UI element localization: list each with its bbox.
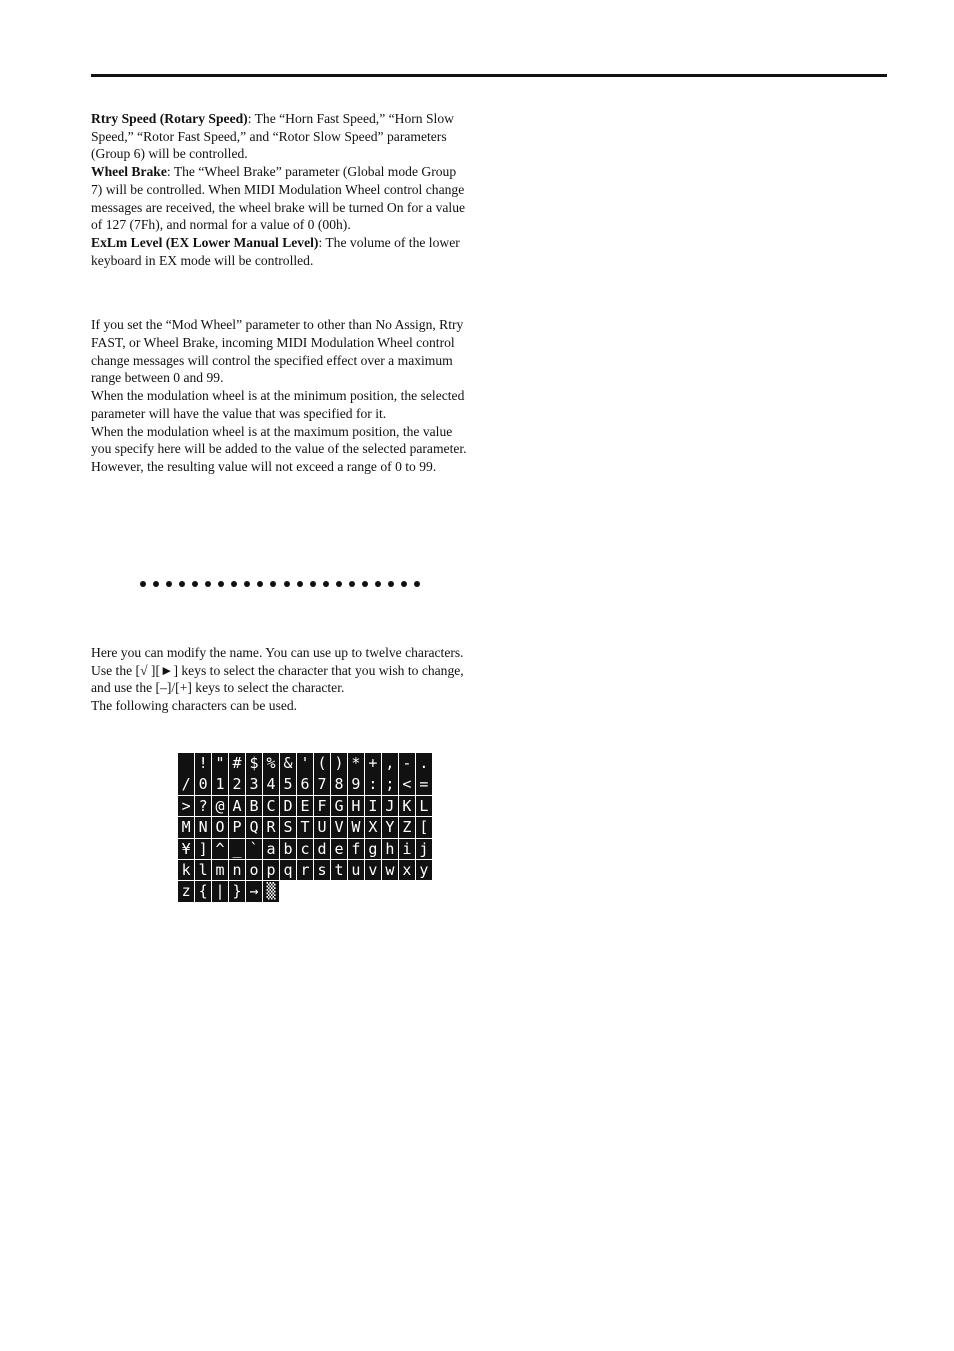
- character-cell: e: [331, 839, 347, 860]
- character-cell: n: [229, 860, 245, 881]
- character-cell: #: [229, 753, 245, 774]
- character-cell: ;: [382, 774, 398, 795]
- character-cell: u: [348, 860, 364, 881]
- separator-dot: [140, 581, 146, 587]
- character-cell: t: [331, 860, 347, 881]
- character-cell: b: [280, 839, 296, 860]
- character-cell: V: [331, 817, 347, 838]
- character-cell: h: [382, 839, 398, 860]
- exlm-level-term: ExLm Level (EX Lower Manual Level): [91, 234, 319, 250]
- character-cell: ]: [195, 839, 211, 860]
- separator-dot: [401, 581, 407, 587]
- character-cell: m: [212, 860, 228, 881]
- character-cell: y: [416, 860, 432, 881]
- character-cell: N: [195, 817, 211, 838]
- separator-dot: [375, 581, 381, 587]
- separator-dot: [284, 581, 290, 587]
- separator-dot: [218, 581, 224, 587]
- character-cell: ▒: [263, 881, 279, 902]
- character-cell: (: [314, 753, 330, 774]
- character-cell: /: [178, 774, 194, 795]
- character-cell: l: [195, 860, 211, 881]
- rotary-speed-term: Rtry Speed (Rotary Speed): [91, 111, 248, 126]
- separator-dot: [414, 581, 420, 587]
- character-cell: →: [246, 881, 262, 902]
- character-cell: a: [263, 839, 279, 860]
- character-cell: {: [195, 881, 211, 902]
- character-cell: 0: [195, 774, 211, 795]
- character-cell: s: [314, 860, 330, 881]
- character-cell: H: [348, 796, 364, 817]
- character-cell: _: [229, 839, 245, 860]
- character-cell: 4: [263, 774, 279, 795]
- separator-dot: [205, 581, 211, 587]
- name-paragraph: Use the [√ ][►] keys to select the character that you wish to change, and use the [–]/[+] keys to select the character.: [91, 662, 464, 696]
- separator-dot: [257, 581, 263, 587]
- character-cell: g: [365, 839, 381, 860]
- character-cell: 8: [331, 774, 347, 795]
- character-cell: p: [263, 860, 279, 881]
- rotary-speed-text: : The “Horn Fast Speed,” “Horn Slow Speed,” “Rotor Fast Speed,” and “Rotor Slow Speed” parameters (Group 6) will be controlled.: [91, 111, 454, 162]
- wheel-brake-text: : The “Wheel Brake” parameter (Global mode Group 7) will be controlled. When MIDI Modulation Wheel control change messages are received, the wheel brake will be turned On for a value of 127 (7Fh), and normal for a value of 0 (00h).: [91, 164, 466, 233]
- character-table: [178, 753, 434, 902]
- character-cell: &: [280, 753, 296, 774]
- separator-dot: [270, 581, 276, 587]
- character-cell: @: [212, 796, 228, 817]
- name-section: [91, 644, 469, 715]
- character-cell: j: [416, 839, 432, 860]
- character-cell: I: [365, 796, 381, 817]
- parameter-descriptions: [91, 110, 469, 476]
- character-cell: S: [280, 817, 296, 838]
- character-cell: ,: [382, 753, 398, 774]
- character-cell: .: [416, 753, 432, 774]
- character-cell: 3: [246, 774, 262, 795]
- character-cell: C: [263, 796, 279, 817]
- character-cell: T: [297, 817, 313, 838]
- character-cell: ': [297, 753, 313, 774]
- name-paragraph: Here you can modify the name. You can use up to twelve characters.: [91, 645, 464, 660]
- character-cell: *: [348, 753, 364, 774]
- character-cell: d: [314, 839, 330, 860]
- character-cell: 5: [280, 774, 296, 795]
- character-cell: [178, 753, 194, 774]
- character-cell: D: [280, 796, 296, 817]
- wheel-brake-entry: [91, 163, 469, 234]
- character-cell: `: [246, 839, 262, 860]
- rotary-speed-entry: [91, 110, 469, 163]
- character-cell: |: [212, 881, 228, 902]
- character-cell: M: [178, 817, 194, 838]
- range-paragraph: When the modulation wheel is at the maximum position, the value you specify here will be added to the value of the selected parameter. However, the resulting value will not exceed a range of 0 to 99.: [91, 423, 467, 474]
- separator-dot: [349, 581, 355, 587]
- character-cell: Q: [246, 817, 262, 838]
- character-cell: :: [365, 774, 381, 795]
- character-cell: ": [212, 753, 228, 774]
- character-cell: =: [416, 774, 432, 795]
- separator-dot: [166, 581, 172, 587]
- separator-dot: [244, 581, 250, 587]
- character-cell: r: [297, 860, 313, 881]
- character-cell: 7: [314, 774, 330, 795]
- character-cell: z: [178, 881, 194, 902]
- separator-dot: [231, 581, 237, 587]
- name-paragraph: The following characters can be used.: [91, 698, 298, 714]
- range-paragraph: When the modulation wheel is at the minimum position, the selected parameter will have the value that was specified for it.: [91, 388, 465, 421]
- character-cell: %: [263, 753, 279, 774]
- character-cell: ): [331, 753, 347, 774]
- character-cell: f: [348, 839, 364, 860]
- separator-dot: [323, 581, 329, 587]
- character-cell: Z: [399, 817, 415, 838]
- header-rule: [91, 74, 887, 77]
- character-cell: $: [246, 753, 262, 774]
- character-cell: P: [229, 817, 245, 838]
- character-cell: J: [382, 796, 398, 817]
- character-cell: [: [416, 817, 432, 838]
- character-cell: R: [263, 817, 279, 838]
- character-cell: c: [297, 839, 313, 860]
- separator-dot: [336, 581, 342, 587]
- character-cell: ¥: [178, 839, 194, 860]
- character-cell: 2: [229, 774, 245, 795]
- separator-dot: [388, 581, 394, 587]
- exlm-level-text: : The volume of the lower keyboard in EX mode will be controlled.: [91, 234, 460, 268]
- character-cell: ?: [195, 796, 211, 817]
- character-cell: A: [229, 796, 245, 817]
- character-cell: B: [246, 796, 262, 817]
- character-cell: U: [314, 817, 330, 838]
- separator-dot: [297, 581, 303, 587]
- separator-dot: [153, 581, 159, 587]
- character-cell: w: [382, 860, 398, 881]
- character-cell: X: [365, 817, 381, 838]
- wheel-brake-term: Wheel Brake: [91, 164, 167, 180]
- character-cell: v: [365, 860, 381, 881]
- character-cell: o: [246, 860, 262, 881]
- dotted-separator: [140, 578, 420, 590]
- character-cell: k: [178, 860, 194, 881]
- character-cell: +: [365, 753, 381, 774]
- separator-dot: [362, 581, 368, 587]
- character-cell: >: [178, 796, 194, 817]
- character-cell: !: [195, 753, 211, 774]
- separator-dot: [310, 581, 316, 587]
- character-cell: G: [331, 796, 347, 817]
- character-cell: i: [399, 839, 415, 860]
- character-cell: F: [314, 796, 330, 817]
- character-cell: }: [229, 881, 245, 902]
- character-cell: E: [297, 796, 313, 817]
- character-cell: q: [280, 860, 296, 881]
- character-cell: 6: [297, 774, 313, 795]
- separator-dot: [179, 581, 185, 587]
- character-cell: x: [399, 860, 415, 881]
- range-paragraph: If you set the “Mod Wheel” parameter to other than No Assign, Rtry FAST, or Wheel Brake, incoming MIDI Modulation Wheel control change messages will control the specified effect over a maximum range between 0 and 99.: [91, 317, 464, 386]
- character-cell: L: [416, 796, 432, 817]
- character-cell: ^: [212, 839, 228, 860]
- character-cell: Y: [382, 817, 398, 838]
- character-cell: <: [399, 774, 415, 795]
- character-cell: 1: [212, 774, 228, 795]
- character-cell: 9: [348, 774, 364, 795]
- character-cell: O: [212, 817, 228, 838]
- character-cell: K: [399, 796, 415, 817]
- character-cell: -: [399, 753, 415, 774]
- character-cell: W: [348, 817, 364, 838]
- exlm-level-entry: [91, 234, 469, 269]
- separator-dot: [192, 581, 198, 587]
